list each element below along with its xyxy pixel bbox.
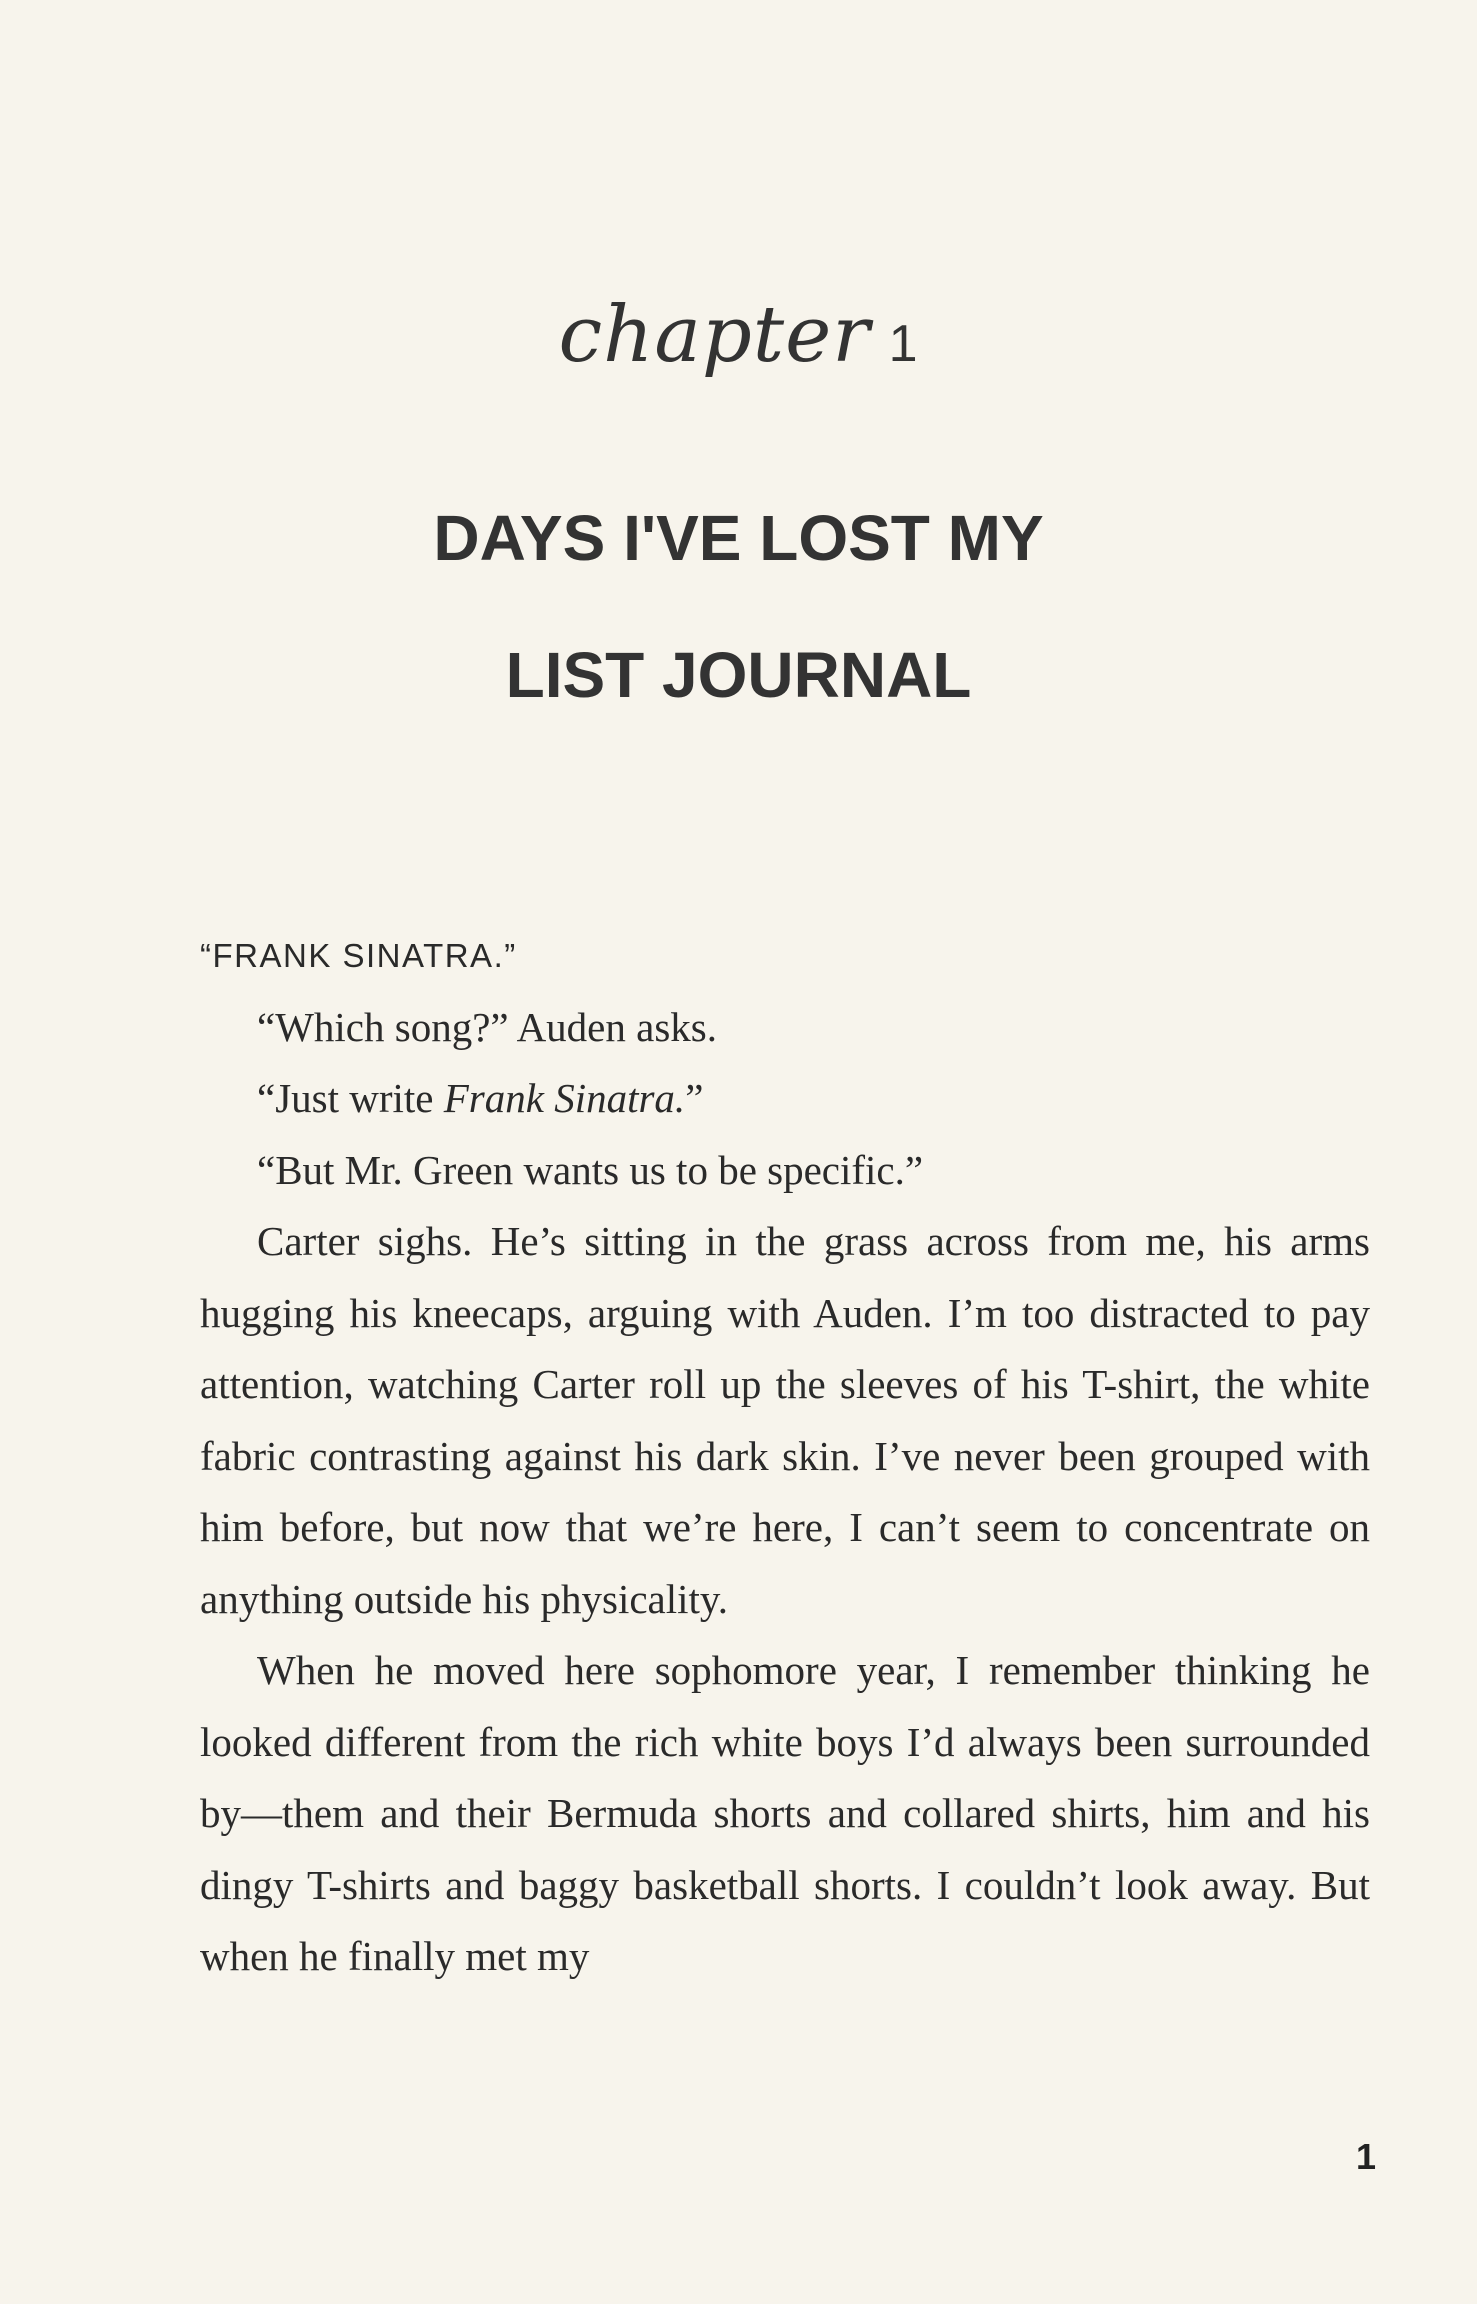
paragraph: “But Mr. Green wants us to be specific.”	[257, 1146, 924, 1193]
chapter-label	[0, 290, 1477, 380]
chapter-title-line-2: LIST JOURNAL	[505, 639, 972, 711]
paragraph	[200, 1063, 1370, 1135]
chapter-title	[0, 470, 1477, 744]
text-span: “Just write	[257, 1075, 444, 1121]
text-span: ”	[685, 1075, 704, 1121]
paragraph: When he moved here sophomore year, I remember thinking he looked different from the rich white boys I’d always been surrounded by—them and their Bermuda shorts and collared shirts, him and his dingy T-shirts and baggy basketball shorts. I couldn’t look away. But when he finally met my	[200, 1647, 1370, 1979]
page-number: 1	[1356, 2136, 1377, 2177]
italic-text: Frank Sinatra.	[443, 1075, 686, 1121]
chapter-number: 1	[888, 315, 919, 373]
paragraph: Carter sighs. He’s sitting in the grass across from me, his arms hugging his kneecaps, arguing with Auden. I’m too distracted to pay attention, watching Carter roll up the sleeves of his T-shirt, the white fabric contrasting against his dark skin. I’ve never been grouped with him before, but now that we’re here, I can’t seem to concentrate on anything outside his physicality.	[200, 1218, 1370, 1622]
chapter-title-line-1: DAYS I'VE LOST MY	[433, 502, 1044, 574]
paragraph: “FRANK SINATRA.”	[200, 937, 517, 974]
paragraph: “Which song?” Auden asks.	[257, 1003, 717, 1050]
chapter-word: chapter	[558, 290, 871, 380]
body-text	[200, 920, 1370, 1993]
